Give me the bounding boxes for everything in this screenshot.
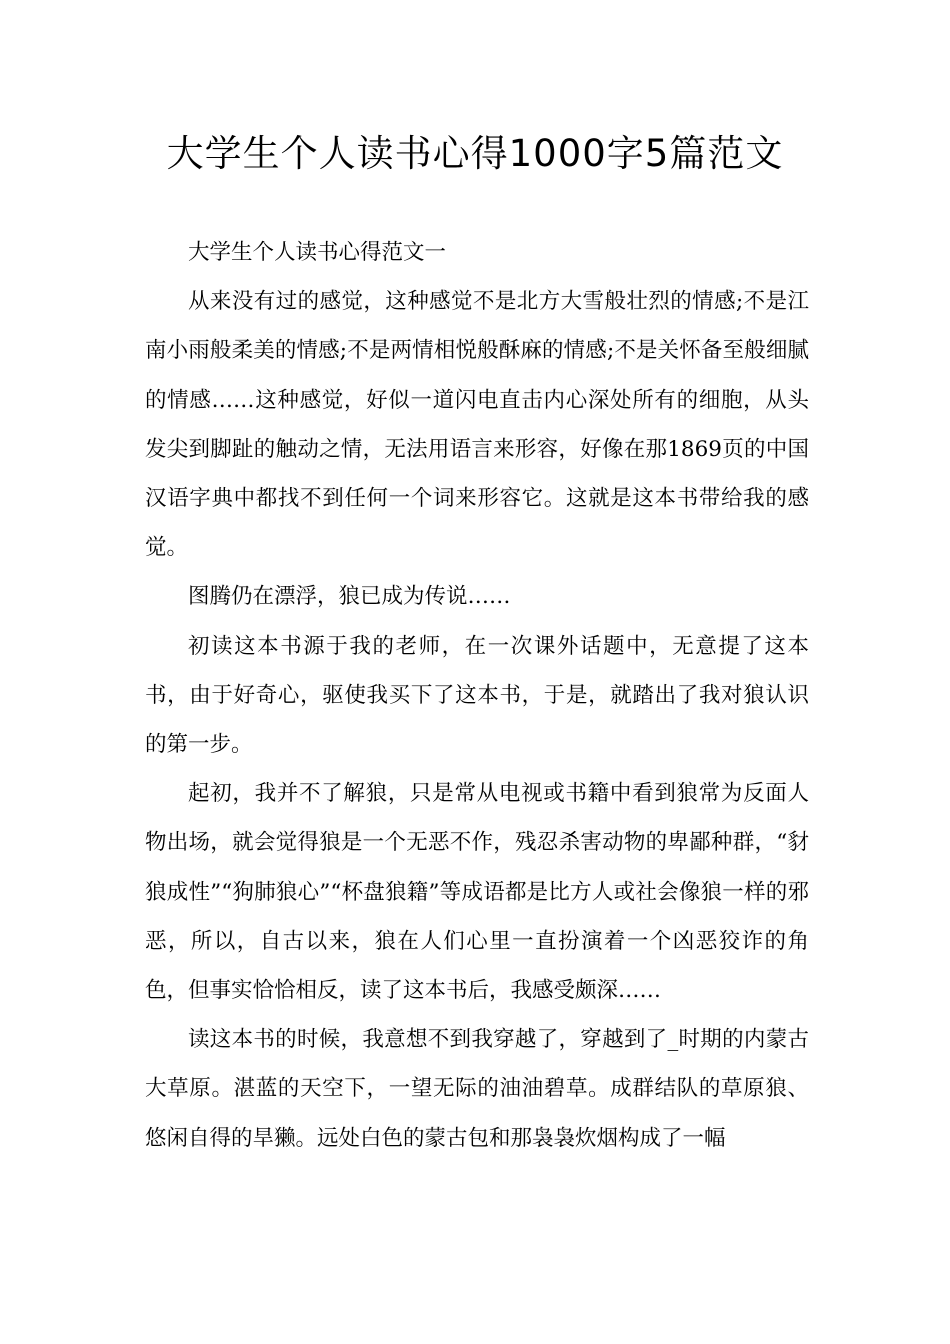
body-paragraph: 图腾仍在漂浮，狼已成为传说…… (188, 584, 511, 610)
document-body (145, 228, 809, 1163)
body-paragraph: 起初，我并不了解狼，只是常从电视或书籍中看到狼常为反面人物出场，就会觉得狼是一个无恶不作，残忍杀害动物的卑鄙种群，“豺狼成性”“狗肺狼心”“杯盘狼籍”等成语都是比方人或社会像狼一样的邪恶，所以，自古以来，狼在人们心里一直扮演着一个凶恶狡诈的角色，但事实恰恰相反，读了这本书后，我感受颇深…… (145, 781, 809, 1004)
section-heading: 大学生个人读书心得范文一 (188, 240, 447, 265)
body-paragraph: 初读这本书源于我的老师，在一次课外话题中，无意提了这本书，由于好奇心，驱使我买下了这本书，于是，就踏出了我对狼认识的第一步。 (145, 633, 809, 758)
body-paragraph: 读这本书的时候，我意想不到我穿越了，穿越到了_时期的内蒙古大草原。湛蓝的天空下，一望无际的油油碧草。成群结队的草原狼、悠闲自得的旱獭。远处白色的蒙古包和那袅袅炊烟构成了一幅 (145, 1027, 809, 1151)
body-paragraph: 从来没有过的感觉，这种感觉不是北方大雪般壮烈的情感;不是江南小雨般柔美的情感;不是两情相悦般酥麻的情感;不是关怀备至般细腻的情感……这种感觉，好似一道闪电直击内心深处所有的细胞，从头发尖到脚趾的触动之情，无法用语言来形容，好像在那1869页的中国汉语字典中都找不到任何一个词来形容它。这就是这本书带给我的感觉。 (145, 289, 809, 561)
document-title: 大学生个人读书心得1000字5篇范文 (166, 132, 784, 175)
